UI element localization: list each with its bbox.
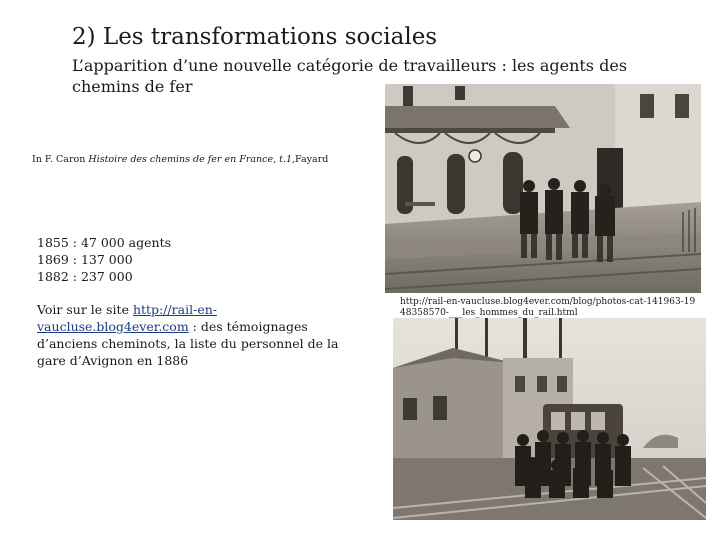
- staff-statistics: [37, 234, 171, 285]
- paragraph-intro: Voir sur le site: [37, 302, 133, 317]
- station-platform-photo: [385, 84, 701, 293]
- website-link[interactable]: http://rail-en-vaucluse.blog4ever.com: [37, 302, 218, 334]
- railway-workers-group-photo: [393, 318, 706, 520]
- paragraph-rest: : des témoignages d’anciens cheminots, la liste du personnel de la gare d’Avignon en 1886: [37, 319, 339, 368]
- slide-title: 2) Les transformations sociales: [72, 24, 438, 50]
- slide-subtitle: L’apparition d’une nouvelle catégorie de travailleurs : les agents des chemins de fer: [72, 56, 628, 96]
- citation-publisher: Fayard: [295, 154, 329, 165]
- citation-book-title: Histoire des chemins de fer en France, t.1,: [88, 154, 296, 165]
- citation-prefix: In F. Caron: [32, 154, 89, 165]
- photo-source-caption: http://rail-en-vaucluse.blog4ever.com/blog/photos-cat-141963-1948358570-___les_hommes_du_rail.html: [400, 297, 696, 318]
- source-citation: [32, 154, 328, 165]
- website-paragraph: [37, 301, 347, 369]
- stat-line-1882: 1882 : 237 000: [37, 269, 133, 284]
- stat-line-1855: 1855 : 47 000 agents: [37, 235, 172, 250]
- stat-line-1869: 1869 : 137 000: [37, 252, 133, 267]
